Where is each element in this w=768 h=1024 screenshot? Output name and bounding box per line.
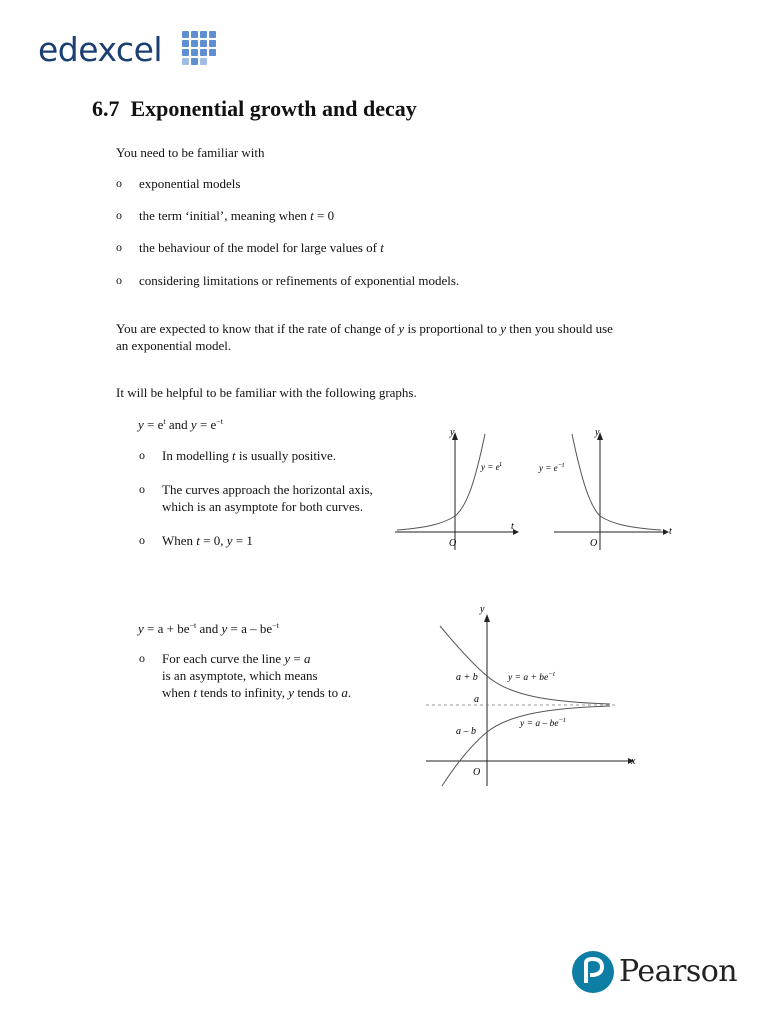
- graph-asymptote: [420, 600, 645, 790]
- origin-label: O: [590, 538, 598, 549]
- section-title: Exponential growth and decay: [130, 96, 417, 121]
- bullet-marker: o: [139, 482, 145, 496]
- bullet-marker: o: [116, 240, 122, 254]
- bullet-large-values: the behaviour of the model for large values of t: [139, 240, 384, 255]
- bullet-marker: o: [116, 273, 122, 287]
- origin-label: O: [449, 538, 457, 549]
- pearson-brand-text: Pearson: [619, 954, 738, 989]
- bullet-marker: o: [139, 651, 145, 665]
- curve-label: $y = e^{-t}$: [539, 461, 565, 473]
- graph-exp-decay: [536, 422, 681, 552]
- section-heading: [92, 96, 417, 122]
- edexcel-logo: edexcel: [38, 30, 163, 69]
- edexcel-logo-grid-icon: [182, 31, 216, 63]
- part2-bullet-line2: is an asymptote, which means: [162, 668, 318, 683]
- section-number: 6.7: [92, 96, 120, 121]
- part1-bullet-when-t0: When t = 0, y = 1: [162, 533, 253, 548]
- x-axis-label: t: [511, 521, 514, 532]
- x-axis-label: x: [631, 756, 636, 767]
- y-axis-label: y: [450, 427, 455, 438]
- pearson-logo-icon: [571, 950, 615, 994]
- curve-e-minus-t: [572, 434, 661, 530]
- curve-label: $y = e^t$: [481, 460, 502, 472]
- bullet-marker: o: [116, 176, 122, 190]
- bullet-limitations: considering limitations or refinements of exponential models.: [139, 273, 460, 288]
- curve-e-t: [397, 434, 485, 530]
- part2-title: $y = a + be^{-t}$ and $y = a - be^{-t}$: [138, 621, 279, 636]
- bullet-marker: o: [139, 448, 145, 462]
- lower-curve-label: $y = a - be^{-t}$: [520, 716, 566, 729]
- part1-bullet-modelling: In modelling t is usually positive.: [162, 448, 337, 463]
- y-axis-arrow-icon: [484, 614, 490, 622]
- upper-curve: [440, 626, 610, 704]
- expected-line-2: an exponential model.: [116, 338, 232, 353]
- part2-bullet-line1: For each curve the line y = a: [162, 651, 311, 666]
- graphs-intro: It will be helpful to be familiar with the following graphs.: [116, 385, 417, 400]
- label-a-minus-b: a – b: [456, 726, 476, 737]
- y-axis-label: y: [480, 604, 485, 615]
- x-axis-arrow-icon: [513, 529, 519, 535]
- bullet-marker: o: [139, 533, 145, 547]
- part2-bullet-line3: when t tends to infinity, y tends to a.: [162, 685, 352, 700]
- x-axis-label: t: [669, 526, 672, 537]
- bullet-exponential-models: exponential models: [139, 176, 241, 191]
- y-axis-label: y: [595, 427, 600, 438]
- part1-bullet-asymptote-line1: The curves approach the horizontal axis,: [162, 482, 373, 497]
- lower-curve: [442, 706, 610, 786]
- label-a: a: [474, 694, 479, 705]
- intro-text: You need to be familiar with: [116, 145, 265, 160]
- part1-bullet-asymptote-line2: which is an asymptote for both curves.: [162, 499, 364, 514]
- upper-curve-label: $y = a + be^{-t}$: [508, 670, 555, 683]
- origin-label: O: [473, 767, 481, 778]
- graph-exp-growth: [395, 422, 525, 552]
- expected-line-1: You are expected to know that if the rate of change of y is proportional to y then you should use: [116, 321, 613, 336]
- part1-title: $y = e^t$ and $y = e^{-t}$: [138, 417, 224, 432]
- label-a-plus-b: a + b: [456, 672, 478, 683]
- bullet-initial: the term ‘initial’, meaning when t = 0: [139, 208, 335, 223]
- bullet-marker: o: [116, 208, 122, 222]
